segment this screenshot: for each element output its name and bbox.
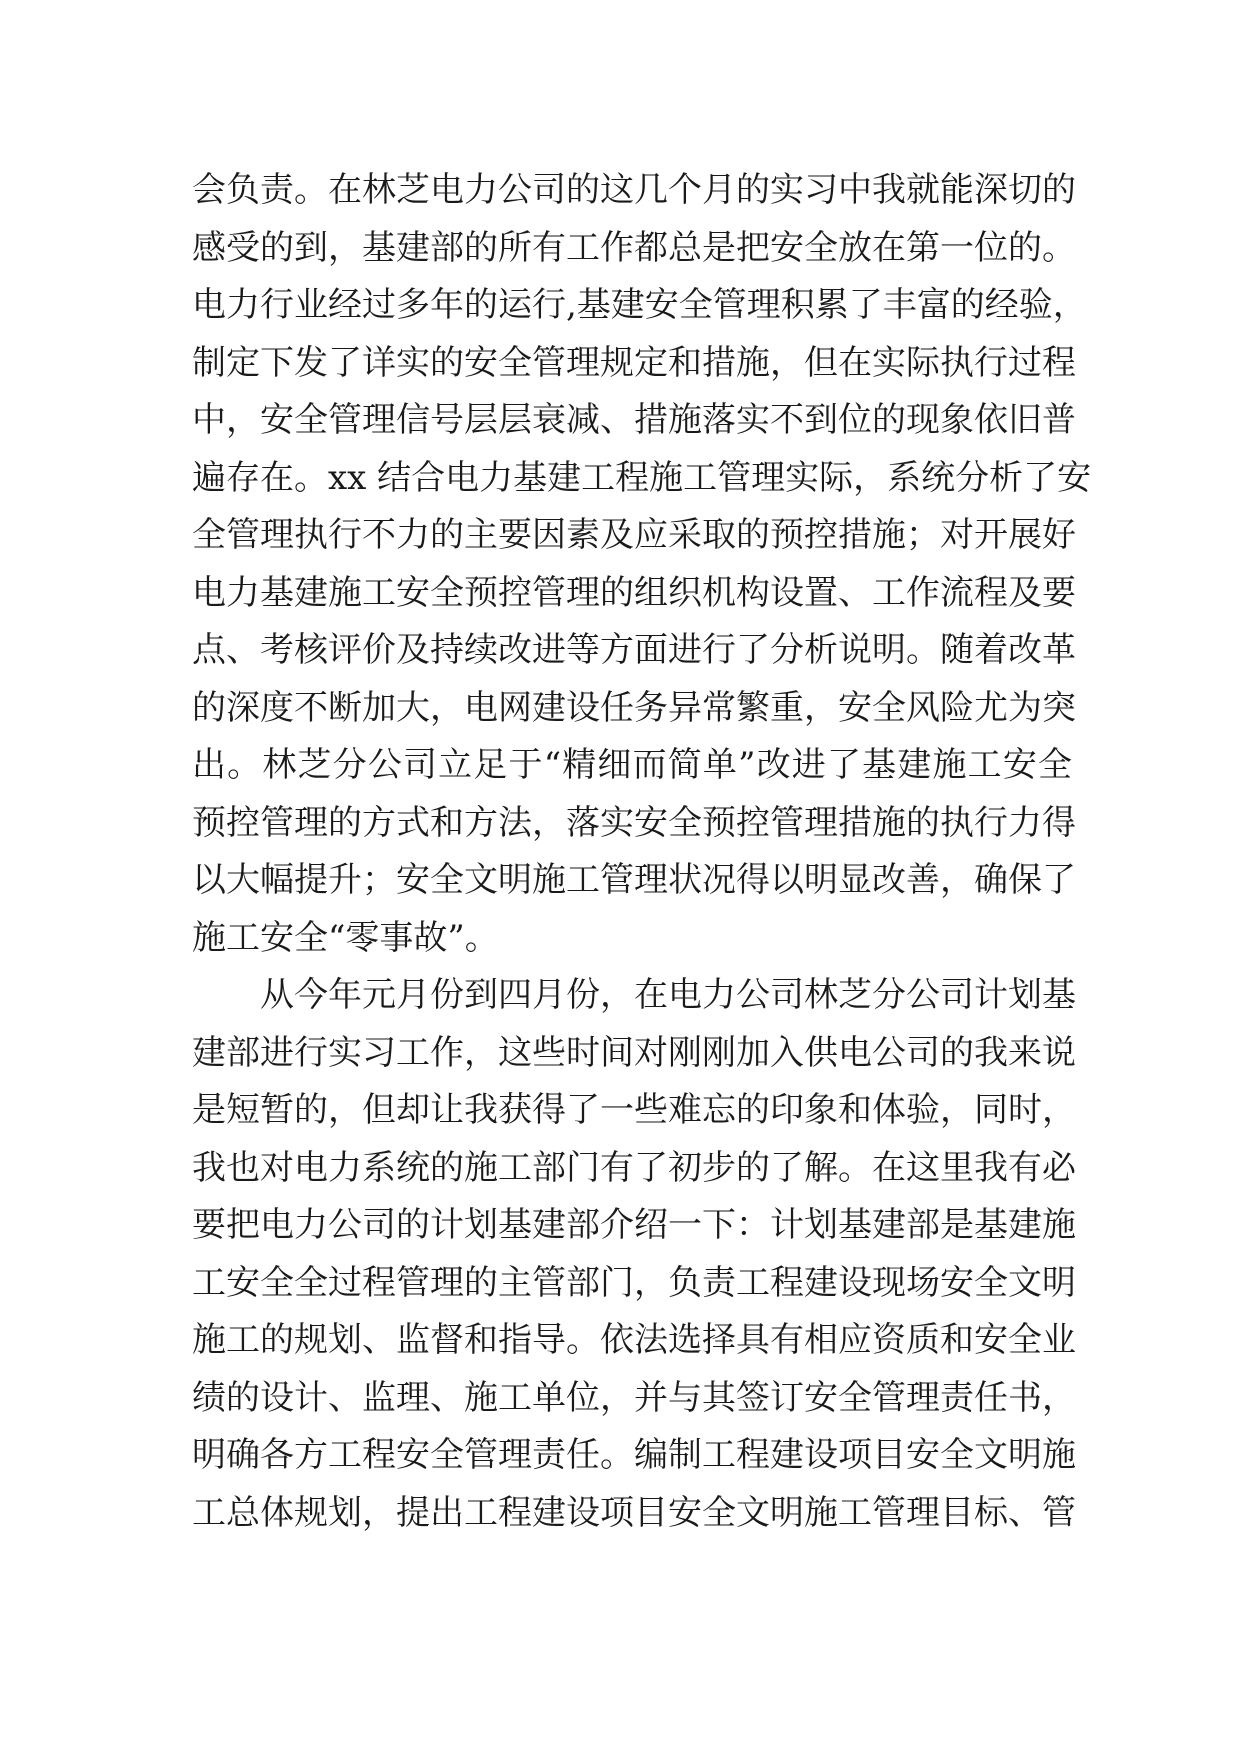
text-line: 预控管理的方式和方法，落实安全预控管理措施的执行力得 — [192, 802, 1076, 843]
text-line: 以大幅提升；安全文明施工管理状况得以明显改善，确保了 — [192, 860, 1076, 900]
paragraph-2 — [192, 967, 1076, 1542]
text-line: 出。林芝分公司立足于“精细而简单”改进了基建施工安全 — [192, 745, 1072, 785]
text-line: 会负责。在林芝电力公司的这几个月的实习中我就能深切的 — [192, 170, 1076, 210]
text-line: 建部进行实习工作，这些时间对刚刚加入供电公司的我来说 — [192, 1032, 1076, 1073]
text-line: 工总体规划，提出工程建设项目安全文明施工管理目标、管 — [192, 1492, 1076, 1533]
text-line: 遍存在。xx 结合电力基建工程施工管理实际，系统分析了安 — [192, 457, 1092, 498]
text-line: 要把电力公司的计划基建部介绍一下：计划基建部是基建施 — [192, 1205, 1076, 1245]
text-line: 全管理执行不力的主要因素及应采取的预控措施；对开展好 — [192, 515, 1076, 555]
text-line: 点、考核评价及持续改进等方面进行了分析说明。随着改革 — [192, 630, 1076, 670]
text-line: 我也对电力系统的施工部门有了初步的了解。在这里我有必 — [192, 1147, 1076, 1188]
text-line-last: 施工安全“零事故”。 — [192, 917, 499, 958]
paragraph-1 — [192, 162, 1092, 967]
text-line: 施工的规划、监督和指导。依法选择具有相应资质和安全业 — [192, 1320, 1076, 1360]
text-line: 感受的到，基建部的所有工作都总是把安全放在第一位的。 — [192, 227, 1076, 268]
text-line: 工安全全过程管理的主管部门，负责工程建设现场安全文明 — [192, 1262, 1076, 1303]
text-line: 中，安全管理信号层层衰减、措施落实不到位的现象依旧普 — [192, 400, 1076, 440]
text-line: 绩的设计、监理、施工单位，并与其签订安全管理责任书， — [192, 1377, 1076, 1418]
text-line: 是短暂的，但却让我获得了一些难忘的印象和体验，同时， — [192, 1090, 1076, 1130]
text-line: 的深度不断加大，电网建设任务异常繁重，安全风险尤为突 — [192, 687, 1076, 728]
document-body — [192, 162, 1092, 1542]
text-line: 制定下发了详实的安全管理规定和措施，但在实际执行过程 — [192, 342, 1076, 383]
text-line: 电力基建施工安全预控管理的组织机构设置、工作流程及要 — [192, 572, 1076, 613]
text-line: 明确各方工程安全管理责任。编制工程建设项目安全文明施 — [192, 1435, 1076, 1475]
text-line: 电力行业经过多年的运行,基建安全管理积累了丰富的经验， — [192, 285, 1087, 325]
text-line-first: 从今年元月份到四月份，在电力公司林芝分公司计划基 — [260, 975, 1076, 1015]
